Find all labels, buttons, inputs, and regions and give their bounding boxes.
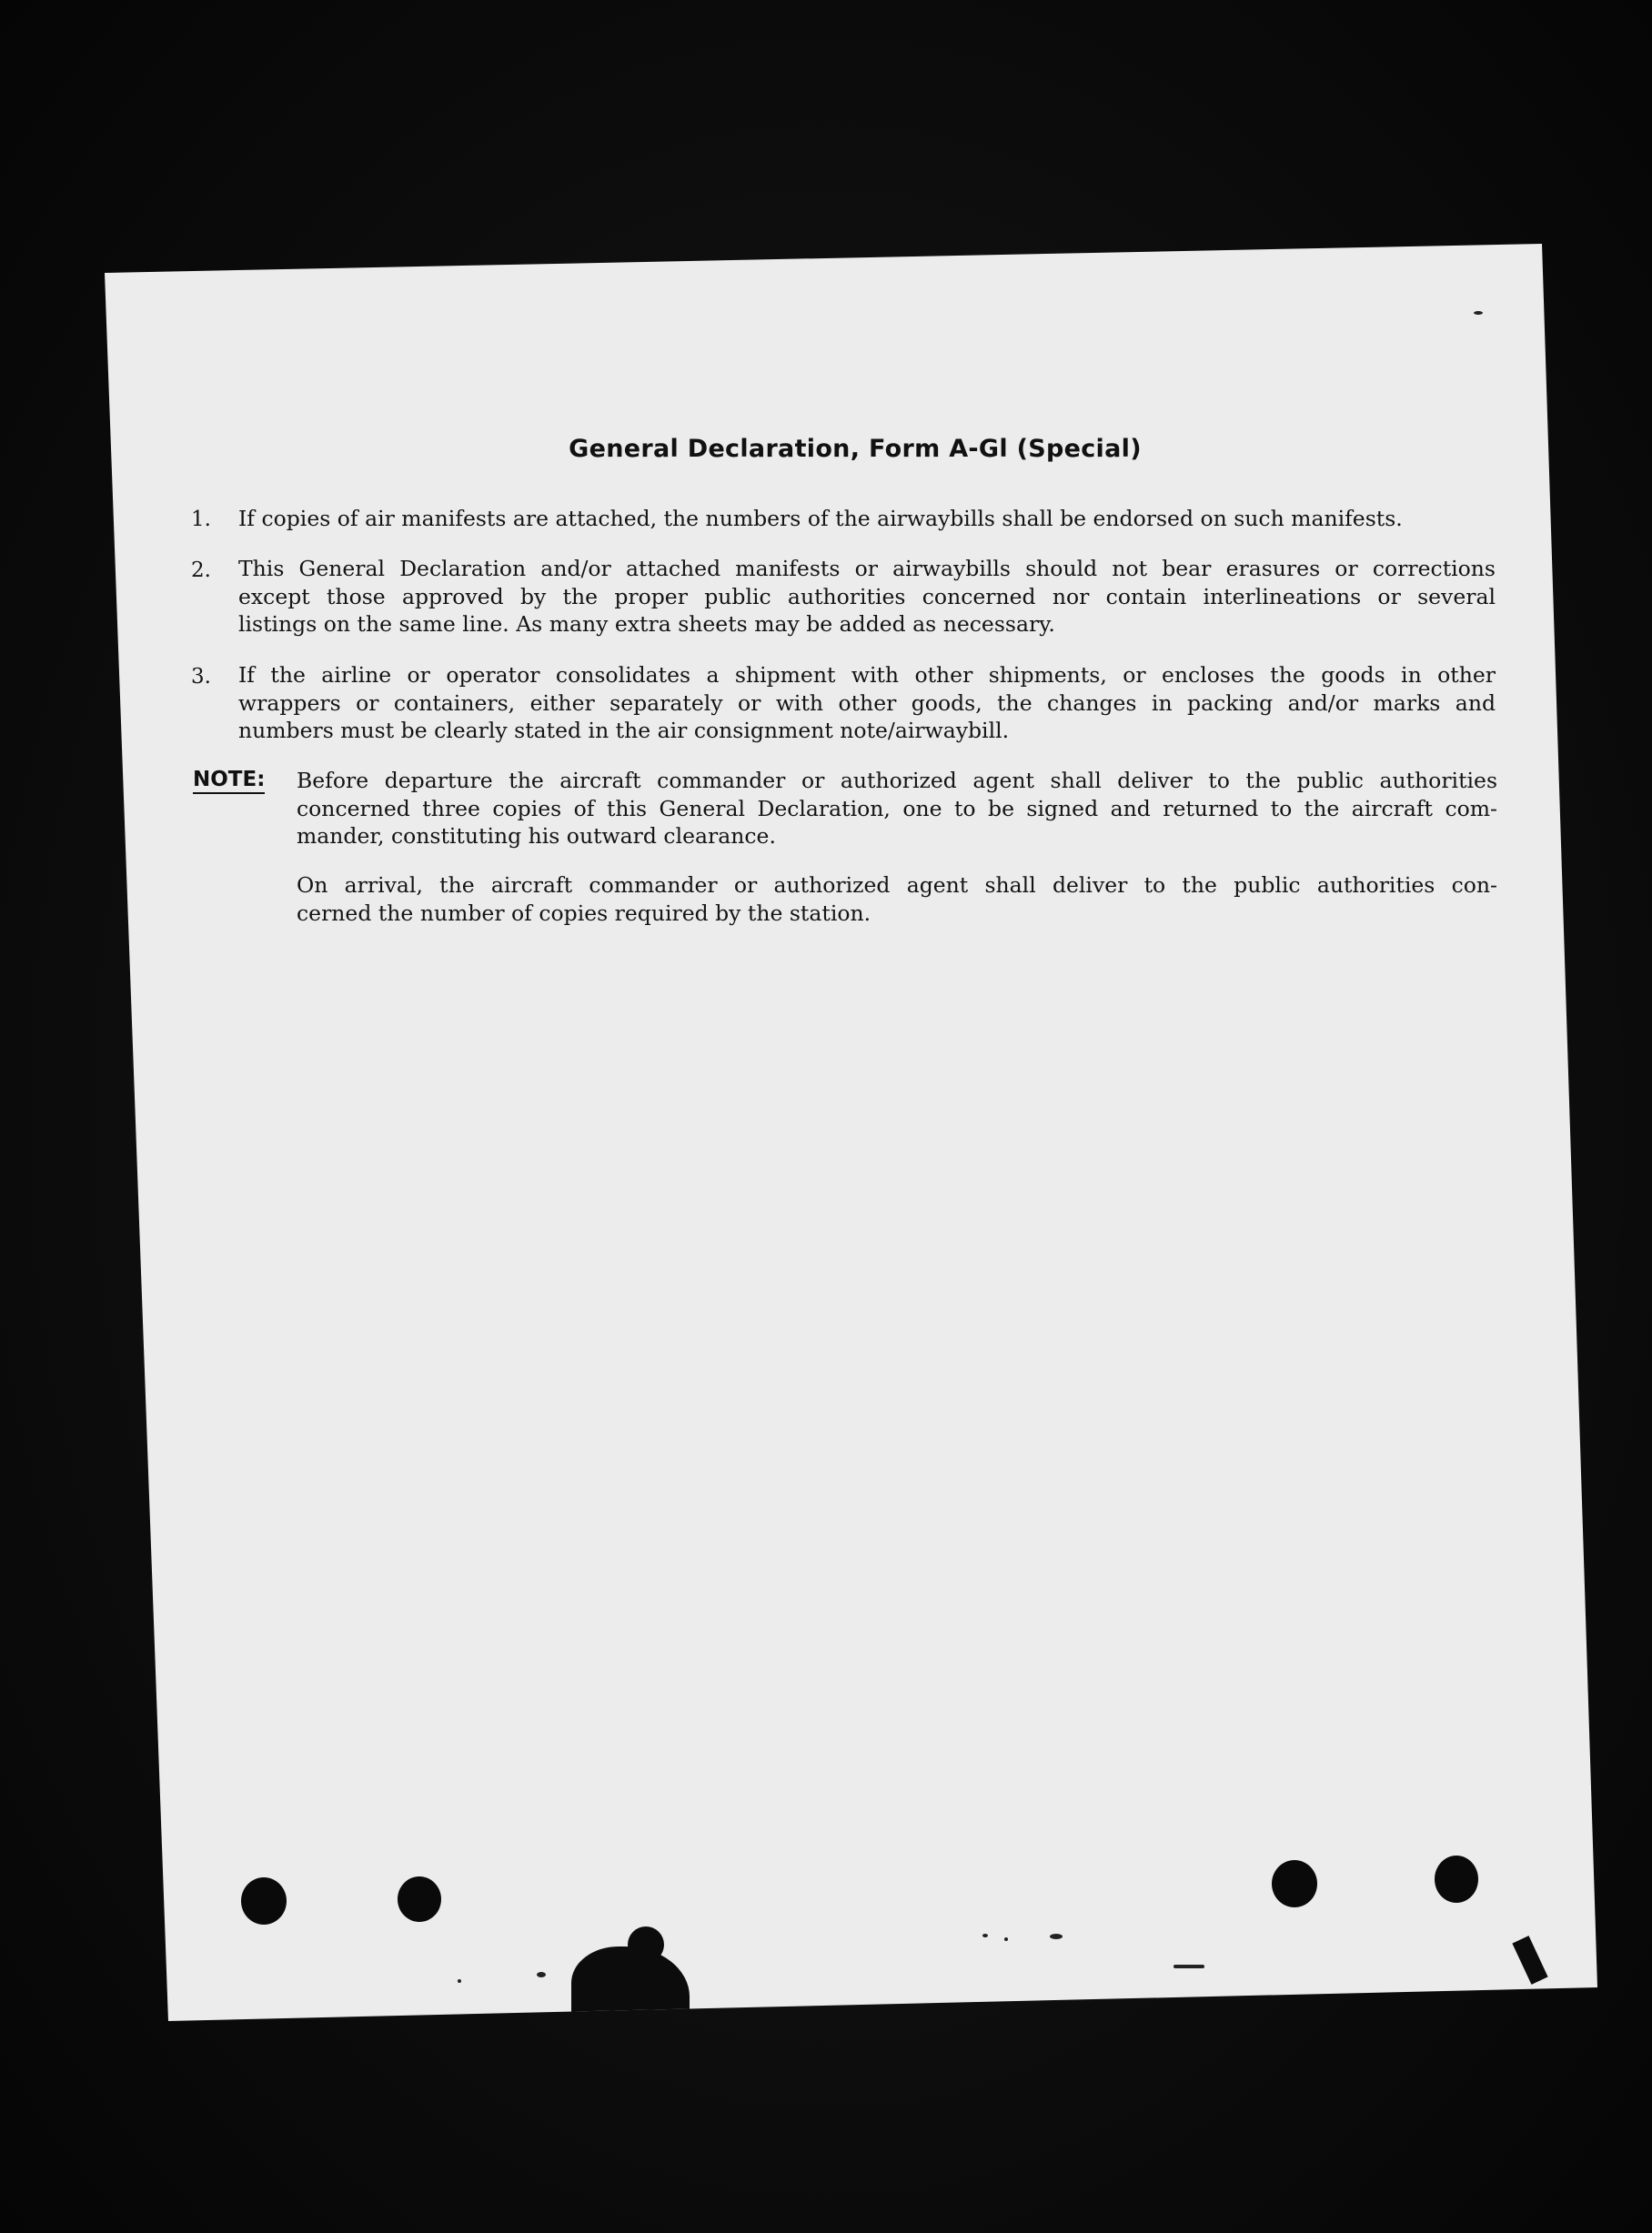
note-paragraph-2 (297, 871, 1497, 927)
item-1-text (238, 505, 1496, 533)
text-line: This General Declaration and/or attached manifests or airwaybills should not bear erasures or corrections (238, 556, 1496, 581)
text-line: If copies of air manifests are attached, the numbers of the airwaybills shall be endorsed on such manifests. (238, 506, 1403, 531)
note-paragraph-1 (297, 767, 1497, 850)
item-1-number: 1. (191, 508, 211, 531)
text-line: concerned three copies of this General Declaration, one to be signed and returned to the aircraft com- (297, 795, 1497, 821)
form-title: General Declaration, Form A-Gl (Special) (569, 435, 1142, 463)
text-line: wrappers or containers, either separately or with other goods, the changes in packing and/or marks and (238, 689, 1496, 716)
item-3-text (238, 661, 1496, 745)
note-label: NOTE: (193, 768, 265, 794)
text-line: cerned the number of copies required by the station. (297, 900, 871, 926)
text-line: mander, constituting his outward clearance. (297, 823, 776, 849)
text-line: except those approved by the proper public authorities concerned nor contain interlineations or several (238, 583, 1496, 609)
item-3-number: 3. (191, 665, 211, 689)
text-line: listings on the same line. As many extra sheets may be added as necessary. (238, 611, 1055, 637)
item-2-number: 2. (191, 558, 211, 582)
text-line: numbers must be clearly stated in the air consignment note/airwaybill. (238, 718, 1010, 743)
text-line: Before departure the aircraft commander or authorized agent shall deliver to the public authorities (297, 768, 1497, 793)
text-line: If the airline or operator consolidates a shipment with other shipments, or encloses the goods in other (238, 662, 1496, 688)
item-2-text (238, 555, 1496, 639)
text-line: On arrival, the aircraft commander or authorized agent shall deliver to the public authorities con- (297, 872, 1497, 898)
